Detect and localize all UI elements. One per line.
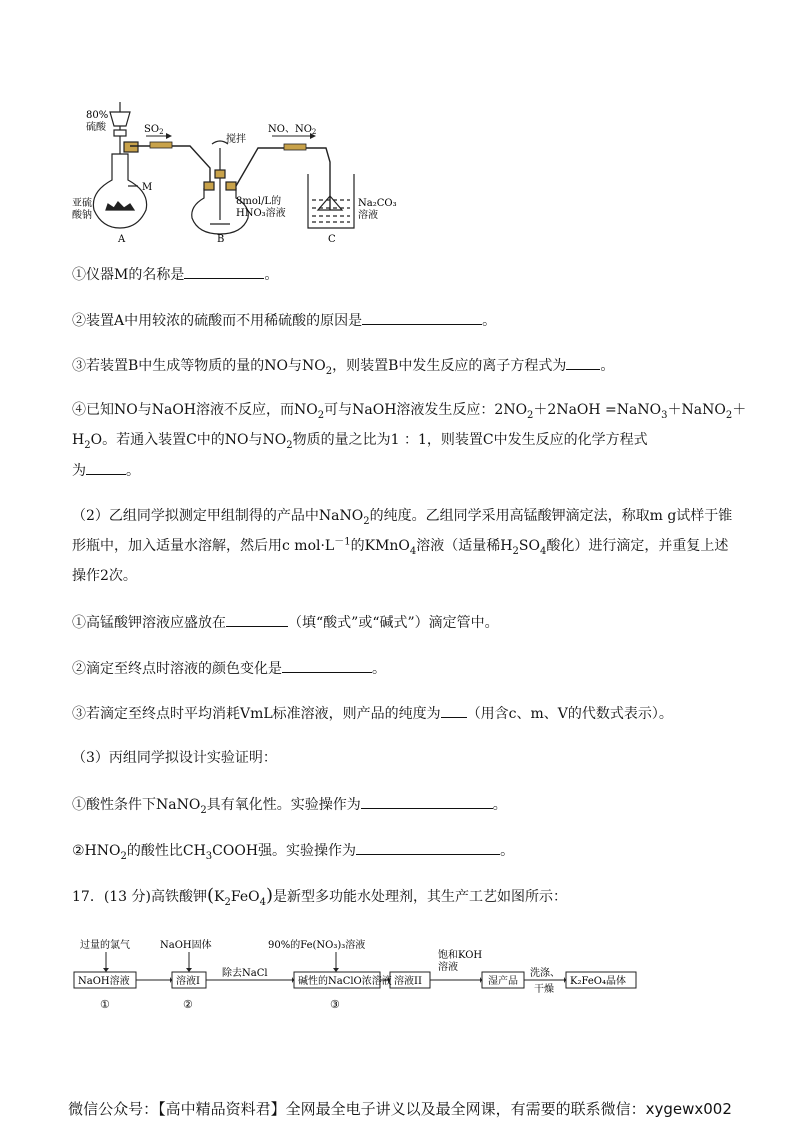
q1-item-4-d: ＋NaNO xyxy=(667,402,726,418)
q17-heading-b: 是新型多功能水处理剂，其生产工艺如图所示： xyxy=(273,889,568,905)
q3-item-2-b: 的酸性比CH xyxy=(126,843,206,859)
q17-heading-a: 17．(13 分)高铁酸钾 xyxy=(72,889,208,905)
q2-line-3 xyxy=(72,566,137,586)
label-b: B xyxy=(217,234,225,244)
q3-item-2-a: ②HNO xyxy=(72,843,121,859)
q2-item-1 xyxy=(72,612,499,633)
apparatus-diagram xyxy=(72,92,402,244)
q1-item-2-end: 。 xyxy=(482,313,497,329)
apparatus-b xyxy=(192,141,249,234)
answer-blank xyxy=(441,703,467,718)
q2-line-3-text: 操作2次。 xyxy=(72,568,137,584)
q1-item-3-text: ③若装置B中生成等物质的量的NO与NO xyxy=(72,358,326,374)
q1-item-4-line2-b: O。若通入装置C中的NO与NO xyxy=(90,432,287,448)
answer-blank xyxy=(566,355,600,370)
q1-item-4-line-3 xyxy=(72,460,140,481)
q1-item-4-line-1: ④已知NO与NaOH溶液不反应，而$NO_2$可与NaOH溶液发生反应：$2NO_2+2NaOH$ =NaNO$_3$＋NaNO$_2$＋ xyxy=(72,402,747,421)
q2-item-1-b: （填“酸式”或“碱式”）滴定管中。 xyxy=(288,615,499,631)
q1-item-2 xyxy=(72,310,496,331)
q1-item-1-end: 。 xyxy=(264,267,279,283)
q2-line-2-b: 的KMnO xyxy=(350,538,410,554)
flow-step-1: ① xyxy=(100,998,110,1011)
flow-top-koh-1: 饱和KOH xyxy=(438,950,483,961)
label-acid-name: 硫酸 xyxy=(86,122,106,133)
flow-top-koh-2: 溶液 xyxy=(438,962,458,973)
q1-item-4-line2-c: 物质的量之比为1 ：1，则装置C中发生反应的化学方程式 xyxy=(292,432,648,448)
q2-item-3-b: （用含c、m、V的代数式表示）。 xyxy=(466,706,673,722)
q3-item-1: ①酸性条件下NaNO$_2$具有氧化性。实验操作为 。 xyxy=(72,794,507,815)
q3-item-2: $②HNO_2$的酸性比$CH_3COOH$强。实验操作为 。 xyxy=(72,840,514,861)
q1-item-1 xyxy=(72,264,278,285)
flow-box-naoh: NaOH溶液 xyxy=(78,976,130,987)
q1-item-4-a: ④已知NO与NaOH溶液不反应，而NO xyxy=(72,402,318,418)
q1-item-1-text: ①仪器M的名称是 xyxy=(72,267,185,283)
flow-top-fe-nitrate: 90%的Fe(NO₃)₃溶液 xyxy=(268,940,366,951)
label-na2co3-1: Na₂CO₃ xyxy=(358,198,397,209)
q2-line-2-d: SO xyxy=(518,538,540,554)
flow-step-3: ③ xyxy=(330,998,340,1011)
flow-box-wet-product: 湿产品 xyxy=(488,976,518,987)
q2-line-1: （2）乙组同学拟测定甲组制得的产品中NaNO$_2$的纯度。乙组同学采用高锰酸钾滴定法，称取m g试样于锥 xyxy=(72,508,733,527)
label-a: A xyxy=(118,234,126,244)
label-na2co3-2: 溶液 xyxy=(358,210,378,221)
q3-item-1-c: 。 xyxy=(492,797,507,813)
q2-item-1-a: ①高锰酸钾溶液应盛放在 xyxy=(72,615,226,631)
q3-item-1-b: 具有氧化性。实验操作为 xyxy=(206,797,361,813)
label-stir: 搅拌 xyxy=(226,134,246,145)
label-acid-pct: 80% xyxy=(86,110,109,121)
label-so2: $SO_2$ xyxy=(144,124,164,136)
label-no-no2: NO、$NO_2$ xyxy=(268,124,317,136)
q1-item-4-line2-a: H xyxy=(72,432,85,448)
q3-heading-text: （3）丙组同学拟设计实验证明： xyxy=(72,750,277,766)
q1-item-3-mid: ，则装置B中发生反应的离子方程式为 xyxy=(332,358,567,374)
flow-step-2: ② xyxy=(183,998,193,1011)
label-sulfite-1: 亚硫 xyxy=(72,198,92,209)
q1-item-4-line3: 为 xyxy=(72,463,86,479)
apparatus-c xyxy=(308,174,354,228)
q3-item-2-d: 。 xyxy=(500,843,515,859)
q2-line-2-a: 形瓶中，加入适量水溶解，然后用c mol·L xyxy=(72,538,335,554)
q3-heading xyxy=(72,748,277,768)
q2-line-2-c: 溶液（适量稀H xyxy=(416,538,513,554)
flow-mid-dry: 干燥 xyxy=(534,984,554,995)
answer-blank xyxy=(86,460,126,475)
label-m: M xyxy=(142,182,153,193)
process-flow-diagram xyxy=(72,932,652,1018)
q17-formula-feo: FeO xyxy=(230,889,260,905)
q2-item-2-a: ②滴定至终点时溶液的颜色变化是 xyxy=(72,661,282,677)
q17-heading: 17．(13 分)高铁酸钾$(K_2FeO_4)$是新型多功能水处理剂，其生产工艺如图所示： xyxy=(72,885,568,908)
q2-item-3 xyxy=(72,703,673,724)
q2-line-1-a: （2）乙组同学拟测定甲组制得的产品中NaNO xyxy=(72,508,364,524)
q1-item-4-line-2: $H_2O$。若通入装置C中的NO与$NO_2$物质的量之比为1 ：1，则装置C中发生反应的化学方程式 xyxy=(72,432,648,451)
label-sulfite-2: 酸钠 xyxy=(72,210,92,221)
q1-item-4-line3-end: 。 xyxy=(126,463,140,479)
q2-line-2-sup: －1 xyxy=(334,536,351,548)
q3-item-1-a: ①酸性条件下NaNO xyxy=(72,797,201,813)
answer-blank xyxy=(356,840,500,855)
q2-item-2 xyxy=(72,658,386,679)
answer-blank xyxy=(361,794,493,809)
answer-blank xyxy=(226,612,288,627)
answer-blank xyxy=(184,264,264,279)
q2-item-3-a: ③若滴定至终点时平均消耗VmL标准溶液，则产品的纯度为 xyxy=(72,706,441,722)
q1-item-3-end: 。 xyxy=(600,358,615,374)
q1-item-2-text: ②装置A中用较浓的硫酸而不用稀硫酸的原因是 xyxy=(72,313,363,329)
page-footer: 微信公众号：【高中精品资料君】全网最全电子讲义以及最全网课，有需要的联系微信：xygewx002 xyxy=(68,1100,732,1118)
answer-blank xyxy=(282,658,372,673)
flow-box-naclo: 碱性的NaClO浓溶液 xyxy=(298,976,392,987)
q1-item-4-e: ＋ xyxy=(732,402,747,418)
q2-line-1-b: 的纯度。乙组同学采用高锰酸钾滴定法，称取m g试样于锥 xyxy=(369,508,733,524)
q3-item-2-c: COOH强。实验操作为 xyxy=(212,843,357,859)
flow-top-naoh-solid: NaOH固体 xyxy=(160,940,212,951)
flow-top-chlorine: 过量的氯气 xyxy=(80,940,130,951)
flow-mid-wash: 洗涤、 xyxy=(530,968,560,979)
q17-formula-k: K xyxy=(214,889,225,905)
label-hno3-2: HNO₃溶液 xyxy=(236,208,286,219)
q1-item-4-b: 可与NaOH溶液发生反应：2NO xyxy=(324,402,528,418)
q1-item-4-c: ＋2NaOH =NaNO xyxy=(533,402,662,418)
flow-box-crystal: K₂FeO₄晶体 xyxy=(570,976,626,987)
q1-item-3: ③若装置B中生成等物质的量的NO与$NO_2$，则装置B中发生反应的离子方程式为 。 xyxy=(72,355,614,376)
flow-box-solution-2: 溶液II xyxy=(394,976,422,987)
q2-line-2: 形瓶中，加入适量水溶解，然后用c $mol\cdot L^{-1}$的KMnO$_4$溶液（适量稀$H_2SO_4$酸化）进行滴定，并重复上述 xyxy=(72,536,729,557)
flow-box-solution-1: 溶液I xyxy=(176,976,200,987)
answer-blank xyxy=(362,310,482,325)
flow-mid-remove-nacl: 除去NaCl xyxy=(222,968,268,979)
q2-line-2-e: 酸化）进行滴定，并重复上述 xyxy=(546,538,729,554)
label-c: C xyxy=(328,234,336,244)
label-hno3-1: 8mol/L的 xyxy=(236,196,282,207)
q2-item-2-b: 。 xyxy=(372,661,386,677)
